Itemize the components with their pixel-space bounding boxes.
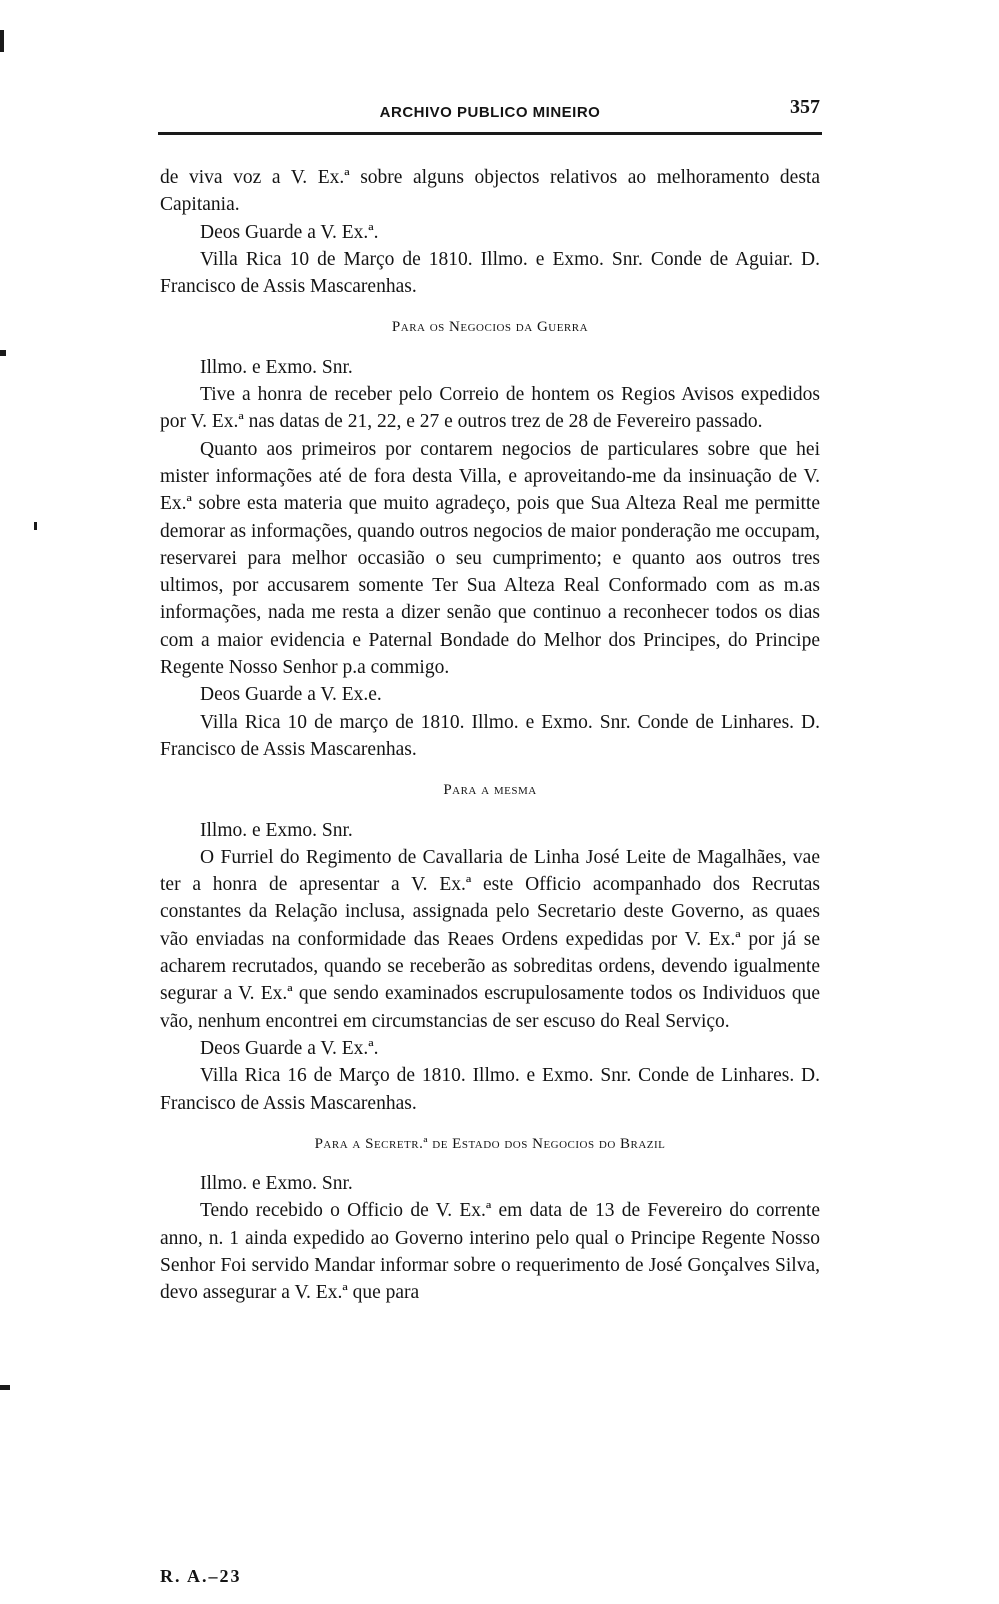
date-signature: Villa Rica 10 de março de 1810. Illmo. e Exmo. Snr. Conde de Linhares. D. Francisco de Assis Mascarenhas. xyxy=(160,711,820,760)
date-signature: Villa Rica 16 de Março de 1810. Illmo. e Exmo. Snr. Conde de Linhares. D. Francisco de Assis Mascarenhas. xyxy=(160,1065,820,1114)
salutation: Illmo. e Exmo. Snr. xyxy=(200,1173,353,1195)
paragraph: de viva voz a V. Ex.ª sobre alguns objectos relativos ao melhoramento desta Capitania. xyxy=(160,167,820,216)
section-heading: Para a mesma xyxy=(443,782,537,799)
left-edge-mark xyxy=(0,350,6,356)
paragraph: O Furriel do Regimento de Cavallaria de Linha José Leite de Magalhães, vae ter a honra de apresentar a V. Ex.ª este Officio acompanhado dos Recrutas constantes da Relação inclusa, assignada pelo Secretario deste Governo, as quaes vão enviadas na conformidade das Reaes Ordens expedidas por V. Ex.ª por já se acharem recrutados, quando se receberão as sobreditas ordens, devendo igualmente segurar a V. Ex.ª que sendo examinados escrupulosamente todos os Individuos que vão, nenhum encontrei em circumstancias de ser escuso do Real Serviço. xyxy=(160,846,820,1032)
page-number: 357 xyxy=(790,96,820,118)
section-heading: Para a Secretr.ª de Estado dos Negocios do Brazil xyxy=(314,1135,666,1152)
paragraph: Tendo recebido o Officio de V. Ex.ª em data de 13 de Fevereiro do corrente anno, n. 1 ainda expedido ao Governo interino pelo qual o Principe Regente Nosso Senhor Foi servido Mandar informar sobre o requerimento de José Gonçalves Silva, devo assegurar a V. Ex.ª que para xyxy=(160,1200,820,1304)
header-rule xyxy=(158,132,822,135)
closing-line: Deos Guarde a V. Ex.ª. xyxy=(200,221,379,243)
page-header xyxy=(160,96,820,126)
left-edge-mark xyxy=(0,1385,10,1390)
closing-line: Deos Guarde a V. Ex.e. xyxy=(200,684,382,706)
page-signature-mark: R. A.–23 xyxy=(160,1566,242,1586)
left-edge-mark xyxy=(0,30,4,52)
salutation: Illmo. e Exmo. Snr. xyxy=(200,819,353,841)
date-signature: Villa Rica 10 de Março de 1810. Illmo. e Exmo. Snr. Conde de Aguiar. D. Francisco de Assis Mascarenhas. xyxy=(160,248,820,298)
salutation: Illmo. e Exmo. Snr. xyxy=(200,356,353,378)
page-body xyxy=(160,164,820,1307)
running-head: ARCHIVO PUBLICO MINEIRO xyxy=(379,104,601,121)
paragraph: Tive a honra de receber pelo Correio de hontem os Regios Avisos expedidos por V. Ex.ª nas datas de 21, 22, e 27 e outros trez de 28 de Fevereiro passado. xyxy=(160,384,820,433)
left-edge-mark xyxy=(34,522,37,530)
closing-line: Deos Guarde a V. Ex.ª. xyxy=(200,1037,379,1059)
section-heading: Para os Negocios da Guerra xyxy=(391,319,589,336)
paragraph: Quanto aos primeiros por contarem negocios de particulares sobre que hei mister informações até de fora desta Villa, e aproveitando-me da insinuação de V. Ex.ª sobre esta materia que muito agradeço, pois que Sua Alteza Real me permitte demorar as informações, quando outros negocios de maior ponderação me occupam, reservarei para melhor occasião o seu cumprimento; e quanto aos outros tres ultimos, por accusarem somente Ter Sua Alteza Real Conformado com as m.as informações, nada me resta a dizer senão que continuo a reconhecer todos os dias com a maior evidencia e Paternal Bondade do Melhor dos Principes, do Principe Regente Nosso Senhor p.a commigo. xyxy=(160,438,820,679)
